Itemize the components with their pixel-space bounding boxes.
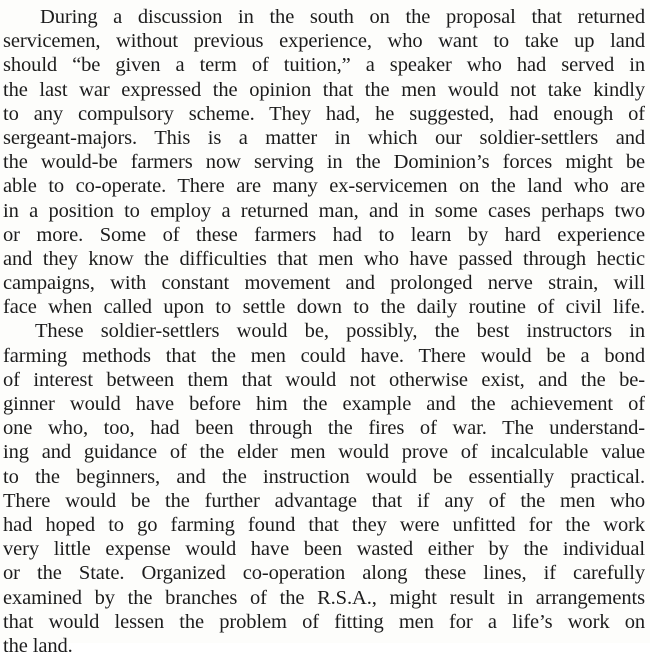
text-line: the last war expressed the opinion that the men would not take kindly <box>3 78 645 101</box>
text-line: the land. <box>3 634 73 657</box>
text-line: campaigns, with constant movement and prolonged nerve strain, will <box>3 272 645 295</box>
text-line: of interest between them that would not otherwise exist, and the be- <box>3 368 645 391</box>
text-line: During a discussion in the south on the proposal that returned <box>40 6 645 28</box>
text-line: able to co-operate. There are many ex-servicemen on the land who are <box>3 175 645 198</box>
text-line: There would be the further advantage that if any of the men who <box>3 489 645 512</box>
text-line: to the beginners, and the instruction would be essentially practical. <box>3 465 645 488</box>
text-line: These soldier-settlers would be, possibly, the best instructors in <box>35 320 645 343</box>
text-line: in a position to employ a returned man, and in some cases perhaps two <box>3 199 645 222</box>
text-line: ginner would have before him the example and the achievement of <box>3 393 645 415</box>
text-line: that would lessen the problem of fitting men for a life’s work on <box>3 610 645 633</box>
text-line: farming methods that the men could have. There would be a bond <box>3 344 645 367</box>
text-line: servicemen, without previous experience, who want to take up land <box>3 30 645 53</box>
text-line: sergeant-majors. This is a matter in which our soldier-settlers and <box>3 126 645 149</box>
paragraph-1 <box>3 5 645 319</box>
text-line: the would-be farmers now serving in the Dominion’s forces might be <box>3 151 645 174</box>
text-line: examined by the branches of the R.S.A., might result in arrangements <box>3 586 645 609</box>
text-line: or the State. Organized co-operation along these lines, if carefully <box>3 562 645 585</box>
text-line: very little expense would have been wasted either by the individual <box>3 538 645 561</box>
text-line: should “be given a term of tuition,” a speaker who had served in <box>3 54 645 77</box>
article-body <box>3 5 645 658</box>
text-line: and they know the difficulties that men who have passed through hectic <box>3 247 645 270</box>
text-line: to any compulsory scheme. They had, he suggested, had enough of <box>3 102 645 125</box>
text-line: or more. Some of these farmers had to learn by hard experience <box>3 223 645 246</box>
text-line: face when called upon to settle down to the daily routine of civil life. <box>3 296 645 319</box>
text-line: had hoped to go farming found that they were unfitted for the work <box>3 513 645 536</box>
paragraph-2 <box>3 319 645 658</box>
text-line: ing and guidance of the elder men would prove of incalculable value <box>3 441 645 464</box>
text-line: one who, too, had been through the fires of war. The understand- <box>3 417 645 440</box>
